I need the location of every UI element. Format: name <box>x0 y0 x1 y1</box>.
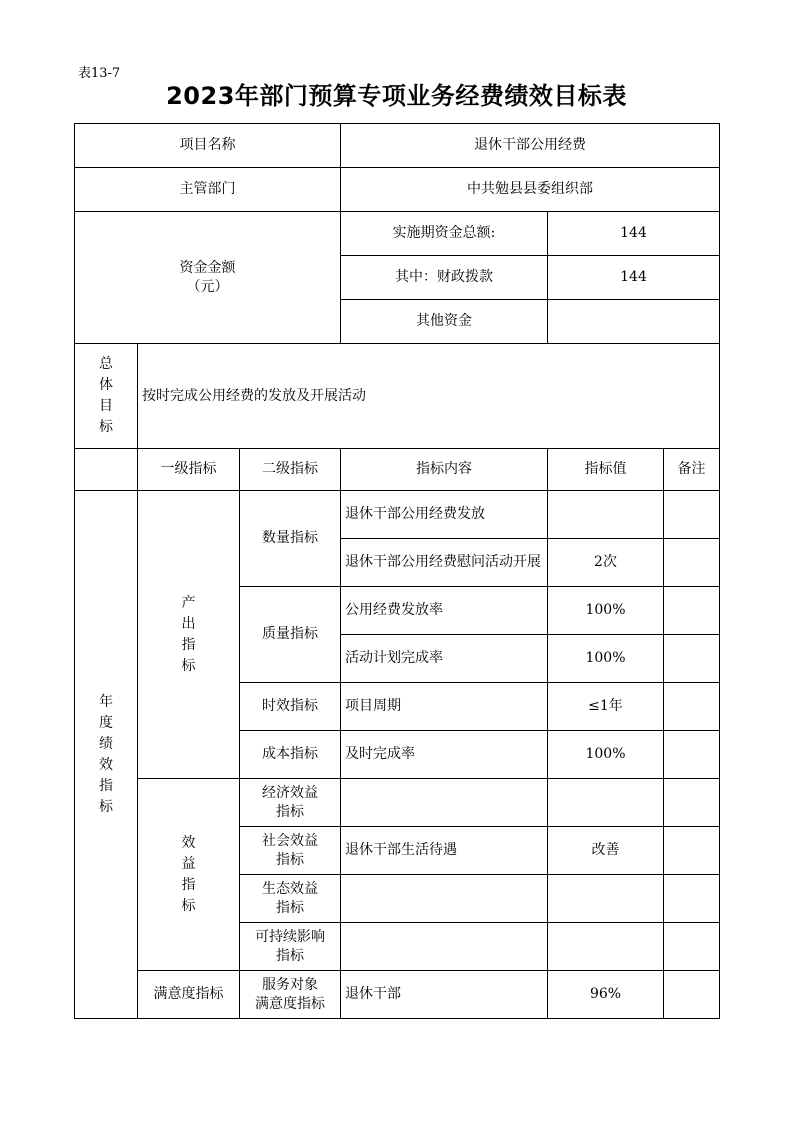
indicator-value: 100% <box>548 635 664 683</box>
table-number: 表13-7 <box>78 66 121 81</box>
project-name-row <box>75 124 720 168</box>
indicator-content: 退休干部生活待遇 <box>341 827 548 875</box>
page-title: 2023年部门预算专项业务经费绩效目标表 <box>166 82 627 110</box>
indicator-content <box>341 875 548 923</box>
indicator-content: 退休干部 <box>341 971 548 1019</box>
sustainable-label-line1: 可持续影响 <box>255 928 325 945</box>
satisfaction-sub-line1: 服务对象 <box>262 976 318 993</box>
funds-other-value <box>548 300 720 344</box>
funds-total-label: 实施期资金总额: <box>341 212 548 256</box>
indicator-remark <box>664 635 720 683</box>
column-header-row <box>75 449 720 491</box>
indicator-value <box>548 491 664 539</box>
benefit-label-cell <box>138 779 240 971</box>
sustainable-label-line2: 指标 <box>276 947 304 964</box>
output-label: 产出指标 <box>181 594 196 674</box>
indicator-remark <box>664 587 720 635</box>
indicator-content: 公用经费发放率 <box>341 587 548 635</box>
indicator-remark <box>664 827 720 875</box>
indicator-value <box>548 875 664 923</box>
dept-value: 中共勉县县委组织部 <box>341 168 720 212</box>
ecological-label-line2: 指标 <box>276 899 304 916</box>
indicator-content: 退休干部公用经费慰问活动开展 <box>341 539 548 587</box>
indicator-remark <box>664 539 720 587</box>
funds-total-row <box>75 212 720 256</box>
header-level2: 二级指标 <box>240 449 341 491</box>
indicator-content: 活动计划完成率 <box>341 635 548 683</box>
dept-label: 主管部门 <box>75 168 341 212</box>
annual-label: 年度绩效指标 <box>99 693 113 815</box>
indicator-value: 100% <box>548 731 664 779</box>
indicator-value: ≤1年 <box>548 683 664 731</box>
funds-fiscal-label: 其中：财政拨款 <box>341 256 548 300</box>
indicator-remark <box>664 731 720 779</box>
satisfaction-label: 满意度指标 <box>138 971 240 1019</box>
table-row <box>75 491 720 539</box>
indicator-value <box>548 779 664 827</box>
funds-fiscal-value: 144 <box>548 256 720 300</box>
cost-label: 成本指标 <box>240 731 341 779</box>
indicator-value: 96% <box>548 971 664 1019</box>
indicator-remark <box>664 779 720 827</box>
indicator-content <box>341 779 548 827</box>
timeliness-label: 时效指标 <box>240 683 341 731</box>
indicator-remark <box>664 683 720 731</box>
quality-label: 质量指标 <box>240 587 341 683</box>
dept-row <box>75 168 720 212</box>
indicator-value <box>548 923 664 971</box>
indicator-remark <box>664 875 720 923</box>
ecological-label-line1: 生态效益 <box>262 880 318 897</box>
economic-label-line2: 指标 <box>276 803 304 820</box>
funds-label-line2: （元） <box>186 278 229 295</box>
funds-label <box>75 212 341 344</box>
indicator-remark <box>664 923 720 971</box>
indicator-content: 退休干部公用经费发放 <box>341 491 548 539</box>
quantity-label: 数量指标 <box>240 491 341 587</box>
social-label <box>240 827 341 875</box>
goal-label: 总体目标 <box>99 356 113 435</box>
indicator-content: 项目周期 <box>341 683 548 731</box>
header-content: 指标内容 <box>341 449 548 491</box>
economic-label <box>240 779 341 827</box>
header-level1: 一级指标 <box>138 449 240 491</box>
indicator-value: 改善 <box>548 827 664 875</box>
table-row <box>75 779 720 827</box>
indicator-value: 2次 <box>548 539 664 587</box>
indicator-content <box>341 923 548 971</box>
sustainable-label <box>240 923 341 971</box>
ecological-label <box>240 875 341 923</box>
funds-label-line1: 资金金额 <box>179 259 236 276</box>
goal-label-cell <box>75 344 138 449</box>
funds-other-label: 其他资金 <box>341 300 548 344</box>
indicator-remark <box>664 971 720 1019</box>
satisfaction-sub-label <box>240 971 341 1019</box>
header-blank <box>75 449 138 491</box>
indicator-remark <box>664 491 720 539</box>
project-name-label: 项目名称 <box>75 124 341 168</box>
goal-text: 按时完成公用经费的发放及开展活动 <box>138 344 720 449</box>
project-name-value: 退休干部公用经费 <box>341 124 720 168</box>
benefit-label: 效益指标 <box>181 834 196 914</box>
output-label-cell <box>138 491 240 779</box>
table-row <box>75 971 720 1019</box>
annual-label-cell <box>75 491 138 1019</box>
goal-row <box>75 344 720 449</box>
funds-total-value: 144 <box>548 212 720 256</box>
social-label-line2: 指标 <box>276 851 304 868</box>
performance-table <box>74 123 720 1019</box>
satisfaction-sub-line2: 满意度指标 <box>255 995 325 1012</box>
header-remark: 备注 <box>664 449 720 491</box>
social-label-line1: 社会效益 <box>262 832 318 849</box>
header-value: 指标值 <box>548 449 664 491</box>
economic-label-line1: 经济效益 <box>262 784 318 801</box>
indicator-value: 100% <box>548 587 664 635</box>
indicator-content: 及时完成率 <box>341 731 548 779</box>
